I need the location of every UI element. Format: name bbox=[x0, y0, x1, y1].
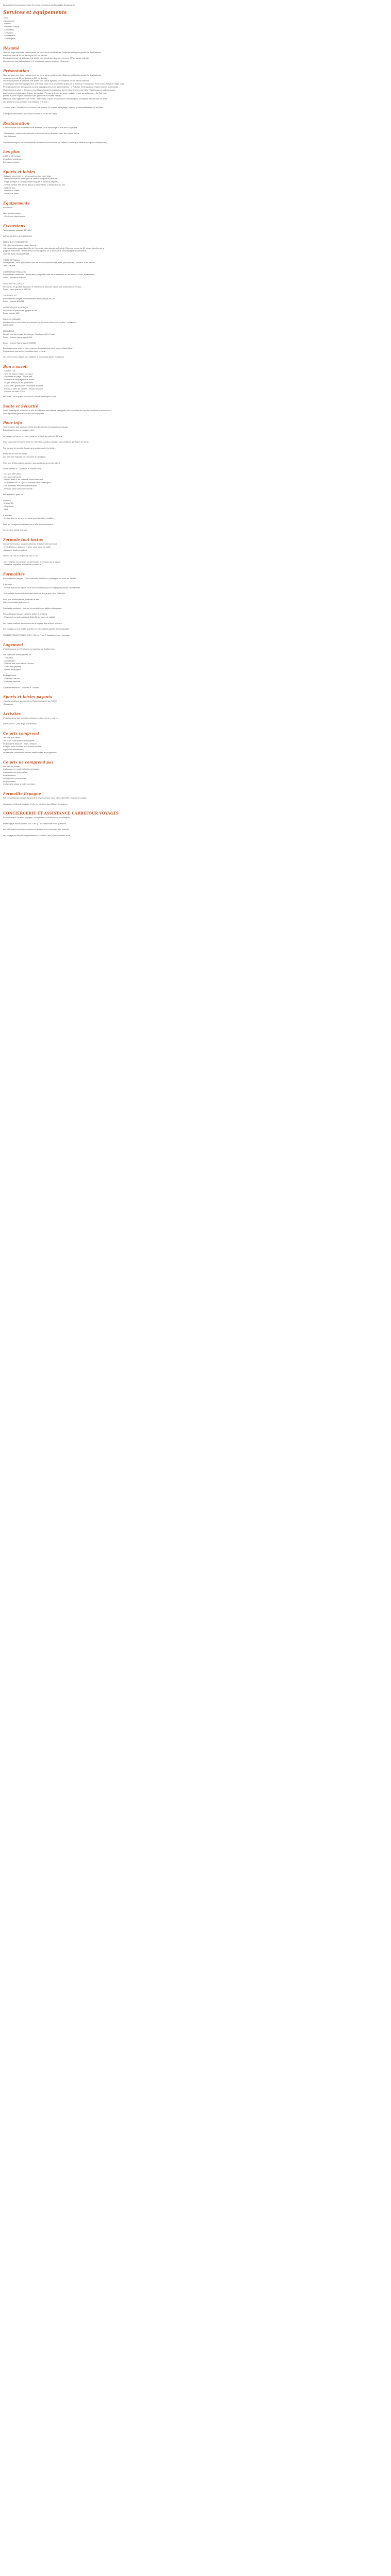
text-line: - Massages bbox=[3, 703, 13, 706]
text-line: Ascenseur bbox=[3, 206, 12, 209]
text-line: les transferts aéroport / hôtel / aéroport, bbox=[3, 742, 38, 745]
text-line: Durée journée 48€ bbox=[3, 312, 20, 315]
formalite-espagne-title: Formalité Espagne bbox=[3, 791, 41, 796]
text-line: AUTHENTIQUE MAJORQUE bbox=[3, 306, 29, 309]
text-line: mesurant près de 80 km de long et 110 km de côte. bbox=[3, 54, 48, 57]
text-line: - Climatisation bbox=[3, 659, 16, 662]
service-item: - Climatisation bbox=[3, 35, 388, 38]
resume-text bbox=[3, 52, 388, 63]
text-line: - Bar, boissons bbox=[3, 135, 17, 138]
services-section bbox=[3, 10, 388, 41]
text-line: Destination prisée de visiteurs, elle profite d'un climat agréable, en moyenne 27° en saison estivale. bbox=[3, 57, 90, 60]
text-line: Durée : journée 55€/35€ bbox=[3, 300, 24, 303]
text-line: Les taxes d'aéroport et de solidarité, bbox=[3, 739, 35, 742]
text-line: Notre adresse à : Contacter le service client. bbox=[3, 468, 42, 470]
text-line: Pinar (lesquelles se démarquent par ses paysages préservés dans l'intérieur : 4 Robuste, les Dragonera, Cabrera et son authenticité... bbox=[3, 86, 120, 89]
text-line: L'hôtel propose des animations légères en journée et en soirée... bbox=[3, 717, 60, 719]
pour-info-section bbox=[3, 420, 388, 532]
text-line: COURANT ÉLECTRIQUE : 230 V / 50 Hz, Type F. Adaptateur non nécessaire. bbox=[3, 634, 71, 636]
text-line: Les vols aller-retour bbox=[3, 737, 21, 739]
equipements-title: Equipements bbox=[3, 200, 30, 206]
service-item: - Restaurant bbox=[3, 20, 388, 23]
formalite-espagne-section bbox=[3, 791, 388, 806]
sports-title: Sports et loisirs bbox=[3, 169, 36, 174]
text-line: les excursions, bbox=[3, 774, 17, 776]
text-line: - Centre de bien-être (fermé de juin à septembre) : à destination 17 ans... bbox=[3, 183, 67, 186]
text-line: Excursion en catamaran. Temps libre pour profiter des eaux cristallines ou se relaxer. À midi, repas buffet... bbox=[3, 274, 96, 276]
text-line: Situé au large des côtes valenciennes, au cœur de la méditerranée, Majorque est la plus grande île des Baléares, bbox=[3, 74, 102, 76]
text-line: Les ressortissants français doivent être en possession d'une pièce d'identité en cours de validité... bbox=[3, 797, 88, 800]
service-item: - Parcmen ludique bbox=[3, 26, 388, 29]
ecology-note bbox=[3, 396, 388, 399]
equipements-text bbox=[3, 207, 388, 218]
text-line: L'hôtel Castel Cala Millor 4* se trouve à seulement 150 mètres de la plage, dans un quartier résidentiel à Cala Millor. bbox=[3, 107, 104, 109]
sports-section bbox=[3, 170, 388, 196]
text-line: le séjour selon la durée et la formule choisie, bbox=[3, 745, 42, 748]
text-line: Majorque n'est également que Fiesta ! Entre bars à tapas, restaurants et discothèques, les fêtards de saint pas en reste. bbox=[3, 98, 108, 100]
text-line: Les prix en euro indiqué sont valables le mois avant départ en autocar. bbox=[3, 356, 64, 359]
text-line: - Les horaires d'ouvertures peuvent varier en fonction de la saison bbox=[3, 561, 61, 563]
text-line: Les prix sont indiqués par personne et par séjour... bbox=[3, 455, 47, 458]
les-plus-section bbox=[3, 149, 388, 164]
text-line: Les voyageurs devront obligatoirement se rendre à leur point de rendez-vous... bbox=[3, 834, 72, 837]
ce-prix-ne-comprend-pas-section bbox=[3, 760, 388, 786]
text-line: Situé au large des côtes valenciennes, au cœur de la méditerranée, Majorque est la plus grande île des Baléares, bbox=[3, 51, 102, 54]
text-line: Ressortissants français (adultes, bébés et enfants) : bbox=[3, 613, 48, 616]
text-line: - Serviettes de plage : 2€ par prêt bbox=[3, 376, 32, 378]
ce-prix-ne-comprend-pas-text bbox=[3, 766, 388, 786]
text-line: Départ à bbox=[3, 499, 11, 502]
text-line: Durée : journée (sans repas) 55€ bbox=[3, 336, 32, 338]
text-line: Rendez-vous à l'endroit au promontoire de découvrir les trésors cachés : Le Rancho ... bbox=[3, 321, 78, 324]
excursions-section bbox=[3, 224, 388, 359]
text-line: - Chambre vue mer bbox=[3, 677, 20, 680]
text-line: INFO SANTÉ : petit ange à l'animation. bbox=[3, 723, 37, 725]
text-line: - Sports nautiques à proximité de l'hôtel (non gérés par l'hôtel) bbox=[3, 700, 57, 703]
text-line: - Service de blanchisserie bbox=[3, 215, 26, 218]
bon-a-savoir-text bbox=[3, 370, 388, 394]
formule-section bbox=[3, 537, 388, 567]
text-line: Par mesure de sécurité, l'accès à la piscine peut être limité... bbox=[3, 447, 56, 449]
text-line: En supplément : bbox=[3, 674, 18, 677]
formalite-espagne-text bbox=[3, 797, 388, 806]
text-line: Bel espace piscine bbox=[3, 161, 20, 163]
text-line: les pourboires, bbox=[3, 780, 16, 783]
sports-text bbox=[3, 175, 388, 196]
text-line: Prix indicatif à partir de... bbox=[3, 494, 25, 496]
text-line: Chambres spacieuses bbox=[3, 158, 23, 161]
text-line: Les chambres sont équipées de : bbox=[3, 654, 32, 656]
text-line: Journée (sans repas) 55€/65€ bbox=[3, 253, 29, 256]
text-line: les taxes de séjour à régler sur place. bbox=[3, 783, 36, 786]
text-line: - Salle de jeux bbox=[3, 187, 16, 189]
text-line: - Boissons locales à volonté bbox=[3, 549, 28, 551]
logement-section bbox=[3, 642, 388, 690]
text-line: la pension sélectionnée, bbox=[3, 749, 24, 751]
text-line: Les informations sur les excursions et activités sont données à titre indicatif. bbox=[3, 828, 69, 831]
text-line: Parcourez les villages, les monastères et les criques de l'île... bbox=[3, 297, 57, 300]
text-line: - Hôtel Castel 4* en chambre double standard bbox=[3, 479, 43, 481]
formule-title: Formule tout inclus bbox=[3, 537, 43, 543]
sports-payants-section bbox=[3, 694, 388, 706]
text-line: plage de Formentor. Temps libre pour la baignade ou la découverte des paysages de cet endroit. bbox=[3, 250, 87, 252]
text-line: Les règles relatives aux documents de voyage des enfants mineurs... bbox=[3, 622, 63, 624]
text-line: prenez le ponti Royal d'Almudaina (les jardins et de musée Pesca). bbox=[3, 95, 61, 97]
sports-payants-text bbox=[3, 700, 388, 706]
bon-a-savoir-title: Bon à savoir bbox=[3, 364, 28, 369]
conciergerie-title: CONCIERGERIE ET ASSISTANCE CARREFOUR VOYAGES bbox=[3, 811, 119, 816]
text-line: Pour plus d'informations, consultez le site : bbox=[3, 598, 40, 601]
text-line: - Boissons importées et cocktails non inclus bbox=[3, 564, 41, 566]
resume-section bbox=[3, 46, 388, 63]
service-item: - Wifi bbox=[3, 17, 388, 20]
text-line: - séance de bains bbox=[3, 193, 19, 195]
text-line: En choisissant Carrefour Voyages, vous profitez d'un service de conciergerie... bbox=[3, 817, 72, 819]
text-line: Aide supplémentaire bbox=[3, 212, 21, 215]
pour-info-text bbox=[3, 426, 388, 470]
text-line: VISITE DE PALMA bbox=[3, 259, 20, 261]
text-line: L'aéroport international de Palma se trouve à 70 min de l'hôtel. bbox=[3, 112, 58, 115]
ce-prix-ne-comprend-pas-title: Ce prix ne comprend pas bbox=[3, 759, 54, 765]
text-line: - Les taxes aéroport bbox=[3, 476, 21, 478]
pour-info-title: Pour info bbox=[3, 420, 22, 426]
ce-prix-comprend-title: Ce prix comprend bbox=[3, 731, 39, 736]
text-line: Ressortissants français : Carte nationale d'identité ou passeport en cours de validité... bbox=[3, 578, 78, 580]
excursions-title: Excursions bbox=[3, 223, 25, 228]
text-line: - Caution : 0 € bbox=[3, 369, 15, 372]
text-line: mesurant près de 80 km de long et 110 km de côte. bbox=[3, 77, 48, 79]
restauration-section bbox=[3, 121, 388, 145]
text-line: les services, séances et activités mentionnées au programme. bbox=[3, 751, 57, 754]
text-line: Les voyageurs sont invités à vérifier les informations auprès de l'ambassade. bbox=[3, 628, 70, 631]
prix-details bbox=[3, 473, 388, 532]
sante-section bbox=[3, 404, 388, 416]
text-line: Pour plus d'informations, veuillez nous contacter au service client. bbox=[3, 462, 60, 464]
text-line: Visite guidée : vous apprécierez tous les lieux incontournables, entre panoramique, en trains et en bateau, ... bbox=[3, 262, 97, 264]
text-line: RANCHO GRANDE bbox=[3, 318, 21, 320]
text-line: - Salle de bain avec sèche-cheveux bbox=[3, 663, 34, 665]
text-line: À NOTER bbox=[3, 583, 12, 586]
restauration-title: Restauration bbox=[3, 121, 29, 126]
text-line: - Orly Ouest bbox=[3, 505, 14, 508]
text-line: - Le prix n'inclut pas les pourboires bbox=[3, 381, 34, 384]
activites-text bbox=[3, 717, 388, 726]
text-line: MARCHÉ ET FORMENTOR bbox=[3, 241, 28, 244]
text-line: - Les vols aller-retour bbox=[3, 472, 22, 475]
text-line: Formalités sanitaires : voir site du ministère des affaires étrangères. bbox=[3, 607, 62, 609]
text-line: Durée : journée à 66€/48€ bbox=[3, 277, 26, 279]
text-line: TOUR DE L'ÎLE bbox=[3, 294, 17, 297]
text-line: Durant votre séjour, vous bénéficierez de la formule tout inclus : bbox=[3, 543, 59, 546]
text-line: Excursions sous réserve d'un minimum de participants et de places disponibles... bbox=[3, 347, 74, 349]
sante-title: Santé et Sécurité bbox=[3, 403, 38, 409]
text-line: - Prise de courant : 220 V bbox=[3, 391, 26, 393]
bon-a-savoir-section bbox=[3, 364, 388, 399]
text-line: Snacks de 10h à 12h puis de 15h à 18h bbox=[3, 555, 38, 557]
text-line: Destination prisée de visiteurs, elle profite d'un climat agréable, en moyenne 27° en saison estivale. bbox=[3, 80, 90, 82]
text-line: - Les transferts aéroport/hôtel/aéroport bbox=[3, 484, 37, 487]
text-line: - Les enfants mineurs doivent être munis de leur propre pièce d'identité... bbox=[3, 592, 67, 595]
equipements-section bbox=[3, 201, 388, 218]
diplomatie-link[interactable]: https://www.diplomatie.gouv.fr bbox=[3, 601, 29, 604]
text-line: les assurances optionnelles, bbox=[3, 771, 28, 774]
les-plus-title: Les plus bbox=[3, 149, 20, 155]
text-line: - Balcon ou terrasse bbox=[3, 668, 21, 671]
text-line: - Accès Wifi : gratuit dans l'ensemble de l'hôtel bbox=[3, 384, 44, 387]
text-line: Avant votre départ, consultez le site du ministère des Affaires étrangères pour connaître les risques sanitaires et sécuritaires : bbox=[3, 409, 112, 412]
text-line: - Taxe de séjour à régler sur place bbox=[3, 372, 33, 375]
text-line: Autre route incontournable, Palma, sa capitale ! Pensez le temps de vous y balader et voir sa cathédrale « Sa Seu » ou bbox=[3, 92, 107, 94]
text-line: - Remise en forme bbox=[3, 190, 20, 192]
resume-title: Résumé bbox=[3, 45, 20, 50]
text-line: - En cas d'erreur de prix, les tarifs pourraient être modifiés... bbox=[3, 517, 55, 520]
text-line: - Plage publique à 100 m (chaises longues et parasols payants) bbox=[3, 181, 59, 183]
formalites-title: Formalités bbox=[3, 572, 25, 577]
service-item: - Climatiseur bbox=[3, 29, 388, 32]
text-line: Nous vous invitons à consulter le site du ministère des Affaires étrangères. bbox=[3, 803, 68, 805]
text-line: Départ vers les criques de Calonge, Mondragó et Es Pujols... bbox=[3, 333, 56, 335]
excursions-note bbox=[3, 347, 388, 359]
text-line: CATAMARAN ROMAN DE bbox=[3, 270, 26, 273]
text-line: Info civile : Pour quand vous le soit, durant votre séjour à bon... bbox=[3, 396, 58, 398]
text-line: Dans tous les cas, le voyageur doit... bbox=[3, 429, 36, 432]
text-line: Le voyage en bus ou en avion, pour les enfants de moins de 12 ans... bbox=[3, 435, 64, 437]
text-line: Programmes pouvant être modifiés sans préavis... bbox=[3, 350, 47, 352]
text-line: - Animaux de compagnie non admis bbox=[3, 379, 35, 381]
text-line: Découvrez le patrimoine typique de l'île... bbox=[3, 309, 39, 312]
text-line: - Paris CDG bbox=[3, 502, 14, 505]
formalites-section bbox=[3, 572, 388, 637]
services-title: Services et équipements bbox=[3, 10, 67, 15]
text-line: Durant votre séjour, vous bénéficierez de la formule tout inclus (se référer à la rubrique détaillé avec plus d'informations). bbox=[3, 141, 108, 144]
text-line: - Passeport ou carte nationale d'identité en cours de validité. bbox=[3, 616, 56, 619]
activites-title: Activités bbox=[3, 711, 21, 716]
text-line: Si votre prix devait changer... bbox=[3, 529, 28, 532]
text-line: Durée : demi-journée à 43€/33€ bbox=[3, 289, 31, 291]
text-line: - Télévision bbox=[3, 656, 13, 659]
service-item: - Piscine bbox=[3, 23, 388, 26]
conciergerie-section bbox=[3, 811, 388, 837]
formule-text bbox=[3, 543, 388, 567]
text-line: Tout voyageur doit s'assurer d'avoir les documents nécessaires au voyage... bbox=[3, 426, 70, 429]
text-line: - Restaurant : cuisine internationale sert le sous forme de buffet, avec des soirs à thème bbox=[3, 132, 79, 135]
text-line: Les amies de vous animées sont Magaluf et Arenal ! bbox=[3, 100, 49, 103]
presentation-text bbox=[3, 74, 388, 116]
text-line: PRÉCISION SUR LE TARIF bbox=[3, 453, 28, 455]
text-line: - Chambre familiale bbox=[3, 680, 20, 683]
text-line: Découvrez les grottes du Drach, et admirez l'un des plus vastes lacs souterrains d'Europe... bbox=[3, 285, 83, 288]
les-plus-text bbox=[3, 155, 388, 164]
text-line: Adultes 21€ bbox=[3, 324, 14, 327]
text-line: - Prix de la bière en canette : 4€ par personne bbox=[3, 387, 43, 390]
sante-link[interactable]: www.diplomatie.gouv.fr/conseils-aux-voyageurs bbox=[3, 412, 44, 415]
text-line: Les frais de dossier, bbox=[3, 765, 21, 768]
text-line: À 150 m de la plage bbox=[3, 155, 21, 158]
text-line: - Le transfert de 4 à 7 jours, services selon votre séjour... bbox=[3, 482, 53, 484]
text-line: Capacité maximum : 2 adultes + 1 enfant bbox=[3, 686, 39, 689]
presentation-title: Présentation bbox=[3, 68, 29, 73]
text-line: - Nice bbox=[3, 509, 8, 511]
text-line: - Piscine extérieure aménagée de chaises longues et parasols bbox=[3, 178, 57, 180]
text-line: MAJORQUE bbox=[3, 330, 14, 333]
breadcrumb[interactable]: Description | Ce prix comprend / Ce prix ne comprend pas Formalités Conciergerie bbox=[3, 4, 75, 6]
text-line: Connue pour ses plates plages et le chant vous nous a montrées (Calas de... bbox=[3, 60, 70, 63]
logement-title: Logement bbox=[3, 642, 24, 647]
text-line: Pour les voyageurs souhaitant se rendre à un évènement... bbox=[3, 523, 55, 526]
service-item: - Télévision bbox=[3, 32, 388, 35]
text-line: Connue pour ses belles plages et le chant que vous nous a montrées (Calas de la Sierra de Tramuntana, Porto Cristo, Plaça de Mayo, Cala bbox=[3, 83, 124, 86]
text-line: Visitez l'ancien soleil et découvrez les villages typiques majorquins, dont le plus fameux reste Deia (Valldemosa ou Valldemossa)... bbox=[3, 89, 117, 91]
restauration-text bbox=[3, 127, 388, 145]
text-line: - Petit-déjeuner, déjeuner et dîner sous forme de buffet bbox=[3, 546, 51, 548]
text-line: Notre équipe est disponible 24h/24 et 7j/7 pour répondre à vos questions... bbox=[3, 822, 68, 825]
sports-payants-title: Sports et loisirs payants bbox=[3, 694, 52, 700]
text-line: DÉCOUVERTE & EXCURSIONS bbox=[3, 235, 32, 238]
logement-text bbox=[3, 648, 388, 690]
text-line: GROTTES DEL DRACH bbox=[3, 282, 25, 285]
text-line: les dépenses personnelles, bbox=[3, 777, 27, 779]
text-line: Votre bus panoramique passe dans la... bbox=[3, 244, 38, 246]
services-list bbox=[3, 17, 388, 41]
service-item: - Conciergerie bbox=[3, 38, 388, 41]
text-line: - Laissez-vous tenter un sel un agrément ou votre loisir, ... bbox=[3, 175, 54, 177]
text-line: L'hôtel dispose de 222 chambres réparties sur 3 bâtiments... bbox=[3, 648, 56, 650]
text-line: L'hôtel dispose d'un restaurant sous terrasse , d'un bar lounge et d'un bar à la piscine. bbox=[3, 126, 78, 129]
ce-prix-comprend-section bbox=[3, 731, 388, 755]
ce-prix-comprend-text bbox=[3, 737, 388, 755]
text-line: Tarifs valables jusqu'au 31/10/24 bbox=[3, 229, 31, 231]
text-line: Pour vous informer sur le détail de cette offre, veuillez consulter nos conditions générales de vente. bbox=[3, 441, 89, 444]
activites-section bbox=[3, 711, 388, 726]
text-line: Tarif : 29€/19€ bbox=[3, 265, 16, 267]
excursions-text bbox=[3, 229, 388, 345]
text-line: les bagages en soute selon la compagnie, bbox=[3, 768, 40, 771]
text-line: Votre expédition passe dans l'île de Formentor, puis déposé au Port de Pollença, en vue de 30 min en direction de la bbox=[3, 247, 104, 249]
presentation-section bbox=[3, 69, 388, 116]
text-line: - Pension selon la formule choisie bbox=[3, 487, 32, 490]
text-line: À NOTER bbox=[3, 514, 12, 517]
text-line: - En cas d'erreur de saisie, nous vous informons que la compagnie pourrait vous facturer... bbox=[3, 586, 82, 589]
text-line: - Coffre-fort (payant) bbox=[3, 666, 21, 668]
formalites-text bbox=[3, 578, 388, 637]
conciergerie-text bbox=[3, 817, 388, 837]
sante-text bbox=[3, 410, 388, 416]
text-line: Durée : journée (sans repas) 55€/28€ bbox=[3, 342, 36, 345]
